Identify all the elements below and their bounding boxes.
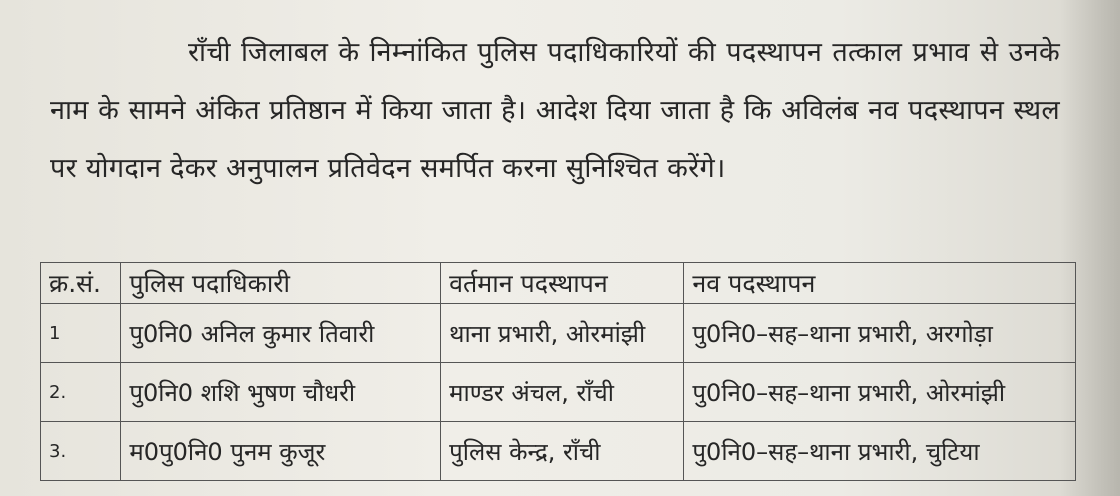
table-row <box>41 304 1076 363</box>
header-serial: क्र.सं. <box>41 263 121 304</box>
row-new-posting: पु0नि0–सह–थाना प्रभारी, अरगोड़ा <box>684 304 1076 363</box>
order-paragraph: राँची जिलाबल के निम्नांकित पुलिस पदाधिकारियों की पदस्थापन तत्काल प्रभाव से उनके नाम के सामने अंकित प्रतिष्ठान में किया जाता है। आदेश दिया जाता है कि अविलंब नव पदस्थापन स्थल पर योगदान देकर अनुपालन प्रतिवेदन समर्पित करना सुनिश्चित करेंगे। <box>50 37 1060 184</box>
table-row <box>41 422 1076 481</box>
header-current-posting: वर्तमान पदस्थापन <box>441 263 684 304</box>
row-officer: म0पु0नि0 पुनम कुजूर <box>121 422 441 481</box>
header-officer: पुलिस पदाधिकारी <box>121 263 441 304</box>
row-serial: 2. <box>41 363 121 422</box>
row-current-posting: थाना प्रभारी, ओरमांझी <box>441 304 684 363</box>
row-new-posting: पु0नि0–सह–थाना प्रभारी, चुटिया <box>684 422 1076 481</box>
table-row <box>41 363 1076 422</box>
row-current-posting: पुलिस केन्द्र, राँची <box>441 422 684 481</box>
row-serial: 1 <box>41 304 121 363</box>
posting-table <box>40 262 1076 481</box>
row-current-posting: माण्डर अंचल, राँची <box>441 363 684 422</box>
row-officer: पु0नि0 शशि भुषण चौधरी <box>121 363 441 422</box>
row-serial: 3. <box>41 422 121 481</box>
row-officer: पु0नि0 अनिल कुमार तिवारी <box>121 304 441 363</box>
row-new-posting: पु0नि0–सह–थाना प्रभारी, ओरमांझी <box>684 363 1076 422</box>
table-header-row <box>41 263 1076 304</box>
header-new-posting: नव पदस्थापन <box>684 263 1076 304</box>
